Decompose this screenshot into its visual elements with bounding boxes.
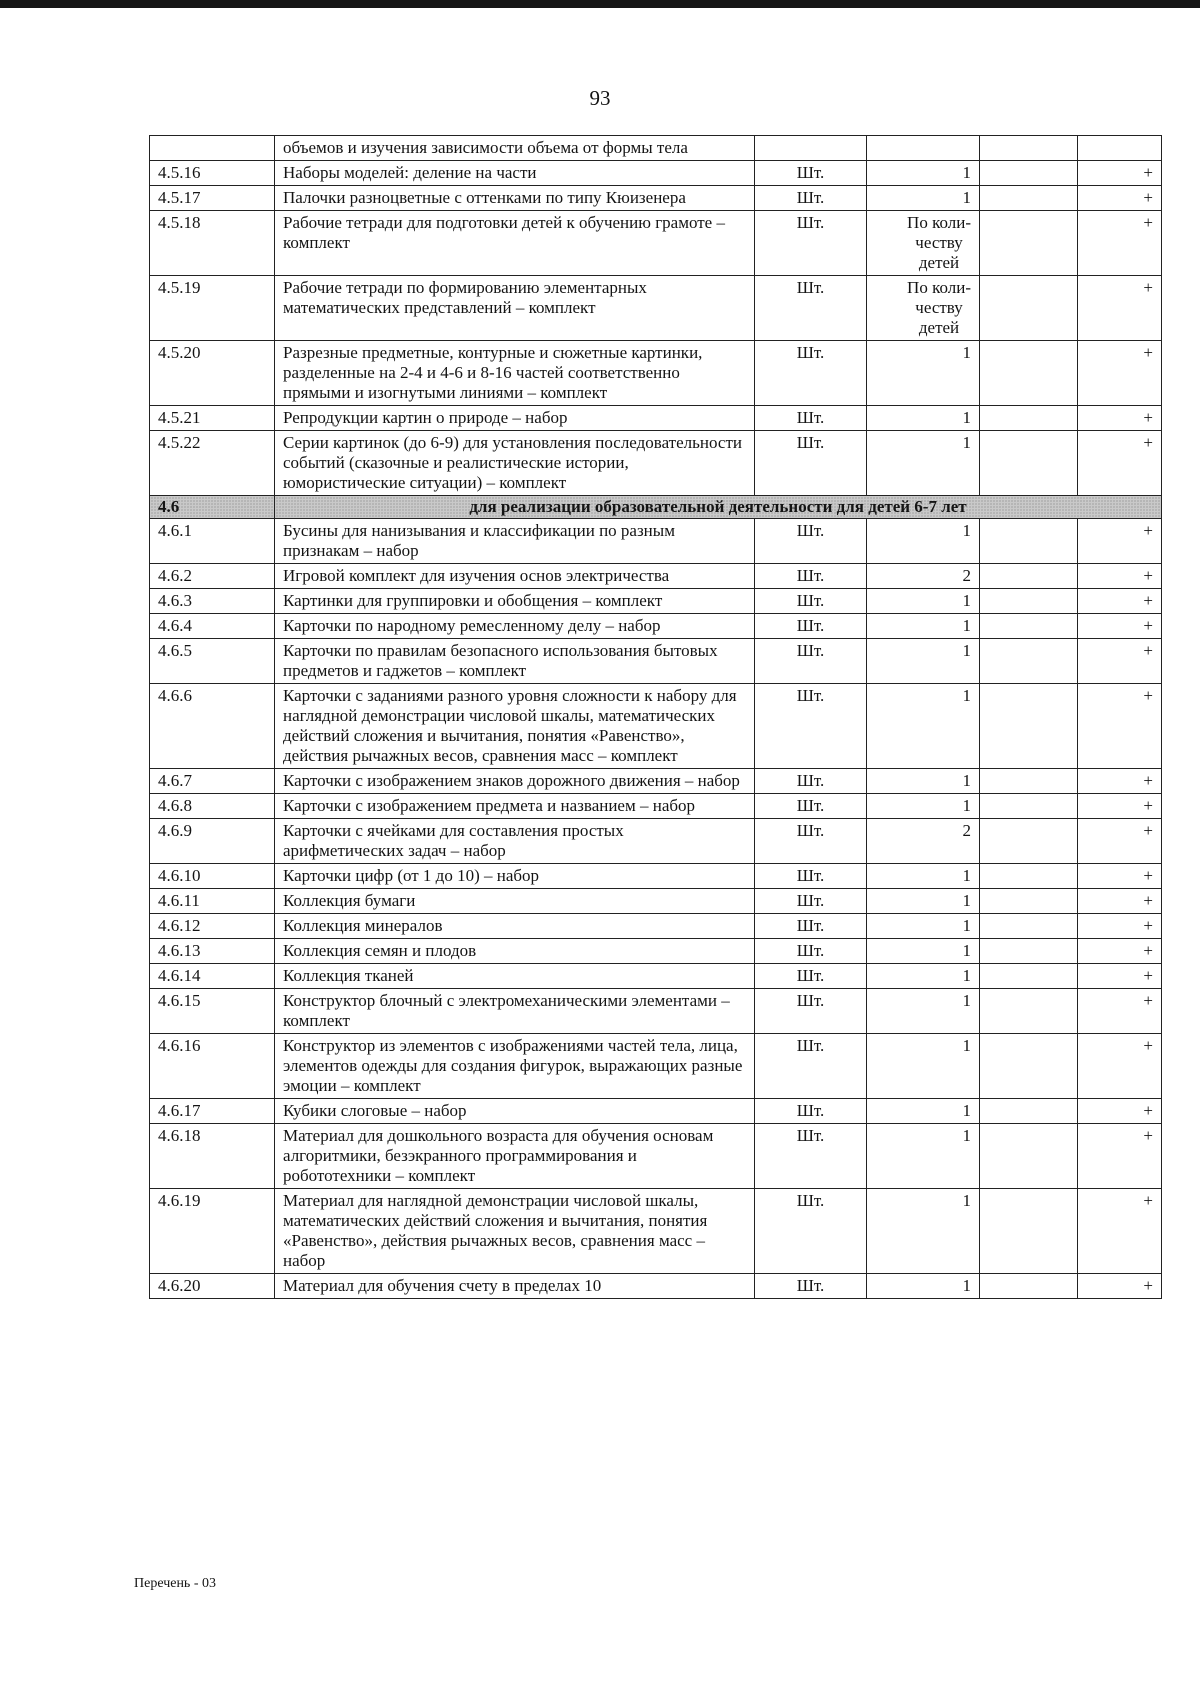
item-name: Карточки цифр (от 1 до 10) – набор bbox=[275, 864, 755, 889]
item-code: 4.6.1 bbox=[150, 519, 275, 564]
item-unit: Шт. bbox=[755, 614, 867, 639]
item-code: 4.5.17 bbox=[150, 186, 275, 211]
table-row bbox=[150, 889, 1162, 914]
item-name: Бусины для нанизывания и классификации по разным признакам – набор bbox=[275, 519, 755, 564]
table-row bbox=[150, 186, 1162, 211]
empty-cell bbox=[980, 341, 1078, 406]
item-unit: Шт. bbox=[755, 684, 867, 769]
table-row bbox=[150, 1189, 1162, 1274]
item-quantity bbox=[867, 276, 980, 341]
availability-mark: + bbox=[1078, 341, 1162, 406]
item-name: Конструктор блочный с электромеханическими элементами – комплект bbox=[275, 989, 755, 1034]
item-name: Коллекция семян и плодов bbox=[275, 939, 755, 964]
item-unit: Шт. bbox=[755, 1099, 867, 1124]
item-name: Материал для дошкольного возраста для обучения основам алгоритмики, безэкранного программирования и робототехники – комплект bbox=[275, 1124, 755, 1189]
item-name: Серии картинок (до 6-9) для установления последовательности событий (сказочные и реалистические истории, юмористические ситуации) – комплект bbox=[275, 431, 755, 496]
item-unit: Шт. bbox=[755, 1189, 867, 1274]
empty-cell bbox=[980, 939, 1078, 964]
item-unit: Шт. bbox=[755, 589, 867, 614]
empty-cell bbox=[980, 1274, 1078, 1299]
empty-cell bbox=[980, 136, 1078, 161]
empty-cell bbox=[980, 684, 1078, 769]
table-row bbox=[150, 939, 1162, 964]
item-unit: Шт. bbox=[755, 864, 867, 889]
table-row bbox=[150, 161, 1162, 186]
item-unit: Шт. bbox=[755, 914, 867, 939]
table-row bbox=[150, 589, 1162, 614]
table-row bbox=[150, 1274, 1162, 1299]
item-code: 4.6.17 bbox=[150, 1099, 275, 1124]
item-name: Игровой комплект для изучения основ электричества bbox=[275, 564, 755, 589]
item-quantity: 1 bbox=[867, 341, 980, 406]
item-unit: Шт. bbox=[755, 639, 867, 684]
table-row bbox=[150, 406, 1162, 431]
item-code: 4.6.15 bbox=[150, 989, 275, 1034]
table-row bbox=[150, 614, 1162, 639]
item-quantity: 1 bbox=[867, 186, 980, 211]
item-code: 4.6.3 bbox=[150, 589, 275, 614]
section-code: 4.6 bbox=[150, 496, 275, 519]
empty-cell bbox=[980, 161, 1078, 186]
availability-mark: + bbox=[1078, 1124, 1162, 1189]
item-code: 4.6.16 bbox=[150, 1034, 275, 1099]
item-code: 4.5.19 bbox=[150, 276, 275, 341]
table-row bbox=[150, 1034, 1162, 1099]
item-code: 4.6.19 bbox=[150, 1189, 275, 1274]
item-name: Коллекция бумаги bbox=[275, 889, 755, 914]
item-quantity: 1 bbox=[867, 614, 980, 639]
availability-mark: + bbox=[1078, 639, 1162, 684]
empty-cell bbox=[980, 589, 1078, 614]
item-name: Материал для обучения счету в пределах 10 bbox=[275, 1274, 755, 1299]
item-unit: Шт. bbox=[755, 769, 867, 794]
item-code: 4.5.20 bbox=[150, 341, 275, 406]
item-code: 4.6.12 bbox=[150, 914, 275, 939]
item-quantity: 1 bbox=[867, 769, 980, 794]
item-code: 4.5.21 bbox=[150, 406, 275, 431]
table-row bbox=[150, 684, 1162, 769]
table-row bbox=[150, 1099, 1162, 1124]
empty-cell bbox=[980, 769, 1078, 794]
empty-cell bbox=[980, 1124, 1078, 1189]
item-unit bbox=[755, 136, 867, 161]
table-row bbox=[150, 794, 1162, 819]
item-code: 4.6.9 bbox=[150, 819, 275, 864]
empty-cell bbox=[980, 964, 1078, 989]
availability-mark: + bbox=[1078, 186, 1162, 211]
item-quantity: 1 bbox=[867, 794, 980, 819]
table-row bbox=[150, 211, 1162, 276]
item-quantity: 1 bbox=[867, 914, 980, 939]
item-quantity: 2 bbox=[867, 819, 980, 864]
item-code: 4.5.18 bbox=[150, 211, 275, 276]
section-row bbox=[150, 496, 1162, 519]
availability-mark bbox=[1078, 136, 1162, 161]
empty-cell bbox=[980, 564, 1078, 589]
item-name: Наборы моделей: деление на части bbox=[275, 161, 755, 186]
empty-cell bbox=[980, 1189, 1078, 1274]
table-row bbox=[150, 914, 1162, 939]
item-quantity bbox=[867, 211, 980, 276]
item-code: 4.6.18 bbox=[150, 1124, 275, 1189]
availability-mark: + bbox=[1078, 431, 1162, 496]
item-quantity bbox=[867, 136, 980, 161]
item-name: Рабочие тетради для подготовки детей к обучению грамоте – комплект bbox=[275, 211, 755, 276]
empty-cell bbox=[980, 639, 1078, 684]
item-name: Палочки разноцветные с оттенками по типу Кюизенера bbox=[275, 186, 755, 211]
item-unit: Шт. bbox=[755, 161, 867, 186]
section-title: для реализации образовательной деятельности для детей 6-7 лет bbox=[275, 496, 1162, 519]
table-row bbox=[150, 136, 1162, 161]
item-code bbox=[150, 136, 275, 161]
availability-mark: + bbox=[1078, 519, 1162, 564]
item-name: Карточки с заданиями разного уровня сложности к набору для наглядной демонстрации числовой шкалы, математических действий сложения и вычитания, понятия «Равенство», действия рычажных весов, сравнения масс – комплект bbox=[275, 684, 755, 769]
item-unit: Шт. bbox=[755, 939, 867, 964]
item-name: Кубики слоговые – набор bbox=[275, 1099, 755, 1124]
item-code: 4.6.14 bbox=[150, 964, 275, 989]
availability-mark: + bbox=[1078, 161, 1162, 186]
page-number: 93 bbox=[589, 86, 611, 110]
item-unit: Шт. bbox=[755, 819, 867, 864]
item-code: 4.6.10 bbox=[150, 864, 275, 889]
item-code: 4.6.4 bbox=[150, 614, 275, 639]
item-quantity: 1 bbox=[867, 864, 980, 889]
item-code: 4.6.8 bbox=[150, 794, 275, 819]
availability-mark: + bbox=[1078, 1099, 1162, 1124]
item-unit: Шт. bbox=[755, 431, 867, 496]
availability-mark: + bbox=[1078, 1034, 1162, 1099]
empty-cell bbox=[980, 914, 1078, 939]
item-code: 4.6.13 bbox=[150, 939, 275, 964]
availability-mark: + bbox=[1078, 769, 1162, 794]
availability-mark: + bbox=[1078, 794, 1162, 819]
item-name: Карточки по народному ремесленному делу – набор bbox=[275, 614, 755, 639]
item-unit: Шт. bbox=[755, 211, 867, 276]
item-quantity: 1 bbox=[867, 989, 980, 1034]
item-quantity: 1 bbox=[867, 1189, 980, 1274]
item-unit: Шт. bbox=[755, 989, 867, 1034]
table-row bbox=[150, 341, 1162, 406]
item-unit: Шт. bbox=[755, 889, 867, 914]
item-quantity: 1 bbox=[867, 161, 980, 186]
item-name: Карточки по правилам безопасного использования бытовых предметов и гаджетов – комплект bbox=[275, 639, 755, 684]
availability-mark: + bbox=[1078, 1274, 1162, 1299]
availability-mark: + bbox=[1078, 819, 1162, 864]
table-row bbox=[150, 1124, 1162, 1189]
document-footer: Перечень - 03 bbox=[134, 1576, 216, 1591]
table-row bbox=[150, 519, 1162, 564]
item-name: Разрезные предметные, контурные и сюжетные картинки, разделенные на 2-4 и 4-6 и 8-16 частей соответственно прямыми и изогнутыми линиями – комплект bbox=[275, 341, 755, 406]
item-quantity: 1 bbox=[867, 1099, 980, 1124]
empty-cell bbox=[980, 794, 1078, 819]
availability-mark: + bbox=[1078, 989, 1162, 1034]
availability-mark: + bbox=[1078, 889, 1162, 914]
item-quantity: 1 bbox=[867, 519, 980, 564]
table-row bbox=[150, 964, 1162, 989]
empty-cell bbox=[980, 1099, 1078, 1124]
item-code: 4.6.5 bbox=[150, 639, 275, 684]
item-name: Рабочие тетради по формированию элементарных математических представлений – комплект bbox=[275, 276, 755, 341]
item-code: 4.6.20 bbox=[150, 1274, 275, 1299]
item-unit: Шт. bbox=[755, 794, 867, 819]
empty-cell bbox=[980, 186, 1078, 211]
item-unit: Шт. bbox=[755, 1274, 867, 1299]
item-code: 4.6.7 bbox=[150, 769, 275, 794]
table-row bbox=[150, 819, 1162, 864]
item-unit: Шт. bbox=[755, 276, 867, 341]
item-unit: Шт. bbox=[755, 1034, 867, 1099]
item-unit: Шт. bbox=[755, 341, 867, 406]
empty-cell bbox=[980, 614, 1078, 639]
table-row bbox=[150, 864, 1162, 889]
table-row bbox=[150, 431, 1162, 496]
availability-mark: + bbox=[1078, 684, 1162, 769]
item-quantity: 1 bbox=[867, 964, 980, 989]
scan-edge bbox=[0, 0, 1200, 8]
item-code: 4.5.16 bbox=[150, 161, 275, 186]
availability-mark: + bbox=[1078, 406, 1162, 431]
availability-mark: + bbox=[1078, 276, 1162, 341]
item-name: Репродукции картин о природе – набор bbox=[275, 406, 755, 431]
item-quantity: 1 bbox=[867, 1034, 980, 1099]
item-unit: Шт. bbox=[755, 186, 867, 211]
empty-cell bbox=[980, 211, 1078, 276]
empty-cell bbox=[980, 989, 1078, 1034]
availability-mark: + bbox=[1078, 589, 1162, 614]
availability-mark: + bbox=[1078, 914, 1162, 939]
availability-mark: + bbox=[1078, 1189, 1162, 1274]
item-name: Карточки с ячейками для составления простых арифметических задач – набор bbox=[275, 819, 755, 864]
availability-mark: + bbox=[1078, 864, 1162, 889]
availability-mark: + bbox=[1078, 939, 1162, 964]
empty-cell bbox=[980, 819, 1078, 864]
availability-mark: + bbox=[1078, 211, 1162, 276]
empty-cell bbox=[980, 431, 1078, 496]
item-quantity: 1 bbox=[867, 431, 980, 496]
table-row bbox=[150, 276, 1162, 341]
item-name: Карточки с изображением предмета и названием – набор bbox=[275, 794, 755, 819]
item-unit: Шт. bbox=[755, 406, 867, 431]
item-quantity: 2 bbox=[867, 564, 980, 589]
empty-cell bbox=[980, 1034, 1078, 1099]
item-code: 4.6.2 bbox=[150, 564, 275, 589]
item-quantity: 1 bbox=[867, 889, 980, 914]
item-code: 4.5.22 bbox=[150, 431, 275, 496]
table-row bbox=[150, 769, 1162, 794]
item-name: Коллекция минералов bbox=[275, 914, 755, 939]
item-quantity: 1 bbox=[867, 639, 980, 684]
item-quantity: 1 bbox=[867, 406, 980, 431]
item-name: Карточки с изображением знаков дорожного движения – набор bbox=[275, 769, 755, 794]
table-row bbox=[150, 639, 1162, 684]
item-quantity: 1 bbox=[867, 1124, 980, 1189]
item-quantity: 1 bbox=[867, 939, 980, 964]
item-code: 4.6.11 bbox=[150, 889, 275, 914]
empty-cell bbox=[980, 864, 1078, 889]
availability-mark: + bbox=[1078, 614, 1162, 639]
empty-cell bbox=[980, 276, 1078, 341]
item-unit: Шт. bbox=[755, 1124, 867, 1189]
availability-mark: + bbox=[1078, 564, 1162, 589]
item-name: Материал для наглядной демонстрации числовой шкалы, математических действий сложения и вычитания, понятия «Равенство», действия рычажных весов, сравнения масс – набор bbox=[275, 1189, 755, 1274]
item-name: Коллекция тканей bbox=[275, 964, 755, 989]
item-unit: Шт. bbox=[755, 519, 867, 564]
empty-cell bbox=[980, 406, 1078, 431]
table-row bbox=[150, 564, 1162, 589]
equipment-table bbox=[149, 135, 1162, 1299]
item-code: 4.6.6 bbox=[150, 684, 275, 769]
item-quantity: 1 bbox=[867, 589, 980, 614]
table-row bbox=[150, 989, 1162, 1034]
item-name: объемов и изучения зависимости объема от формы тела bbox=[275, 136, 755, 161]
item-unit: Шт. bbox=[755, 964, 867, 989]
item-quantity: 1 bbox=[867, 1274, 980, 1299]
item-quantity-text: По коли- честву детей bbox=[907, 213, 971, 272]
item-name: Конструктор из элементов с изображениями частей тела, лица, элементов одежды для создания фигурок, выражающих разные эмоции – комплект bbox=[275, 1034, 755, 1099]
availability-mark: + bbox=[1078, 964, 1162, 989]
item-quantity-text: По коли- честву детей bbox=[907, 278, 971, 337]
item-unit: Шт. bbox=[755, 564, 867, 589]
item-name: Картинки для группировки и обобщения – комплект bbox=[275, 589, 755, 614]
item-quantity: 1 bbox=[867, 684, 980, 769]
empty-cell bbox=[980, 519, 1078, 564]
empty-cell bbox=[980, 889, 1078, 914]
